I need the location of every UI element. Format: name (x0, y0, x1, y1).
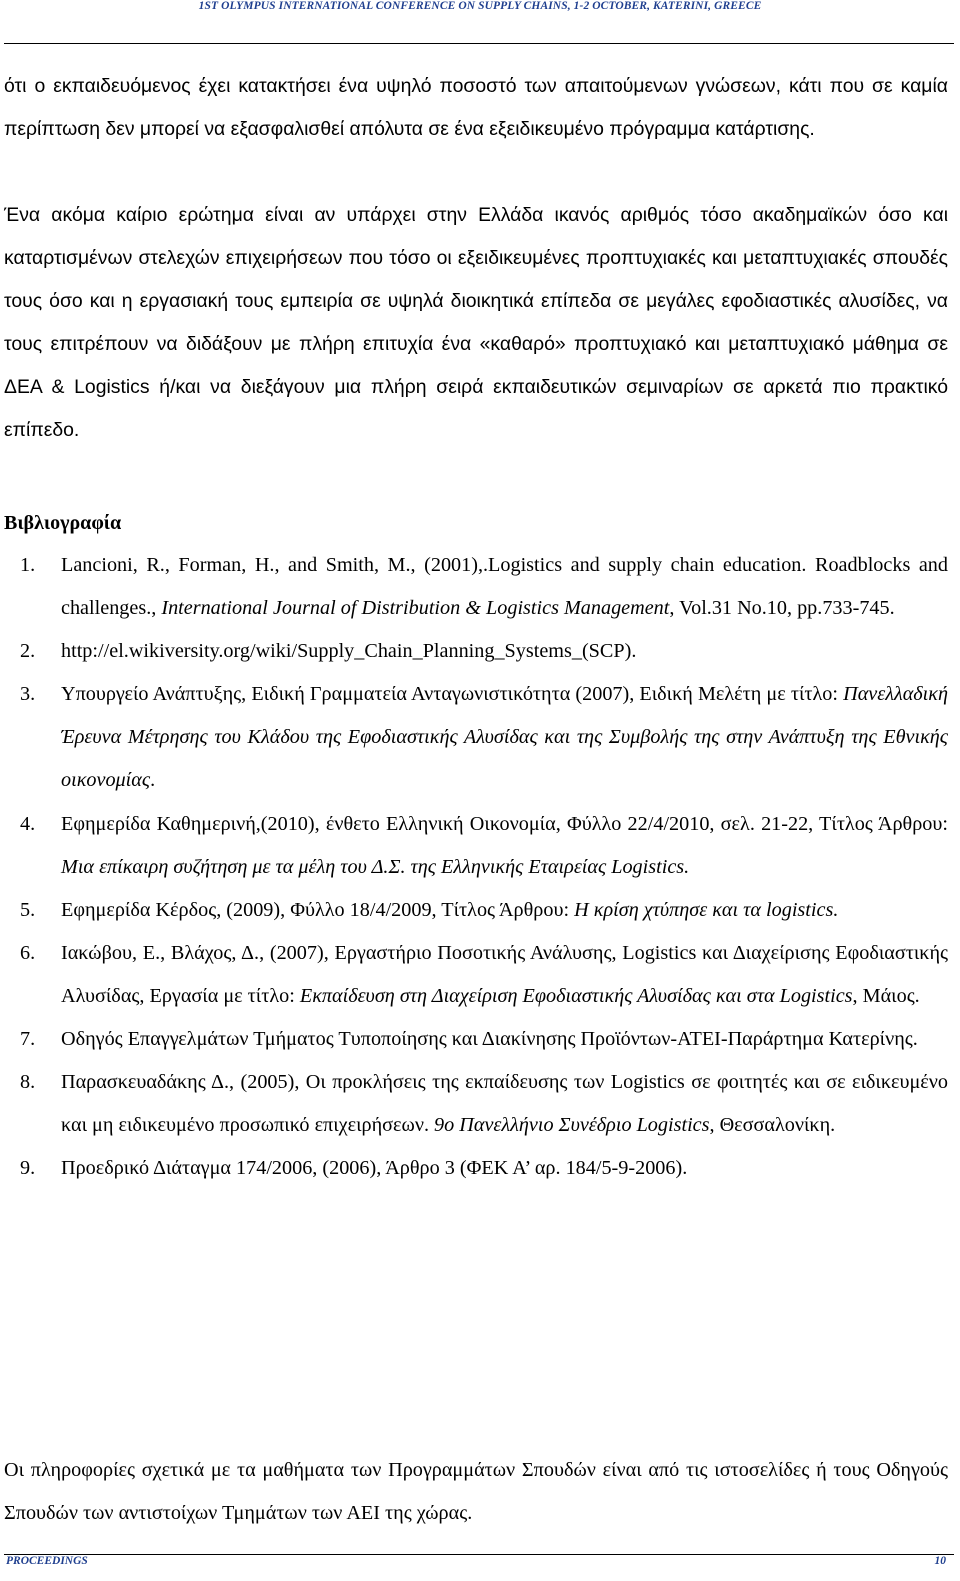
paragraph-1: ότι ο εκπαιδευόμενος έχει κατακτήσει ένα υψηλό ποσοστό των απαιτούμενων γνώσεων, κάτι που σε καμία περίπτωση δεν μπορεί να εξασφαλισθεί απόλυτα σε ένα εξειδικευμένο πρόγραμμα κατάρτισης. (4, 75, 948, 141)
running-header: 1ST OLYMPUS INTERNATIONAL CONFERENCE ON SUPPLY CHAINS, 1-2 OCTOBER, KATERINI, GREECE (198, 0, 762, 12)
reference-number: 9. (20, 1157, 36, 1180)
reference-number: 1. (20, 554, 36, 576)
reference-text: Υπουργείο Ανάπτυξης, Ειδική Γραμματεία Ανταγωνιστικότητα (2007), Ειδική Μελέτη με τίτλο: (61, 683, 844, 706)
reference-italic: International Journal of Distribution & Logistics Management (161, 597, 670, 620)
reference-italic: Πανελλαδική Έρευνα Μέτρησης του Κλάδου της Εφοδιαστικής Αλυσίδας και της Συμβολής της στην Ανάπτυξη της Εθνικής οικονομίας (61, 683, 948, 792)
reference-text: Lancioni, R., Forman, H., and Smith, M., (2001),.Logistics and supply chain education. Roadblocks and challenges., (61, 554, 948, 620)
reference-tail: , Μάιος. (852, 984, 920, 1007)
page-number: 10 (934, 1555, 946, 1567)
reference-tail: , Vol.31 No.10, pp.733-745. (669, 597, 895, 620)
reference-item-2 (4, 630, 948, 673)
bibliography-heading: Βιβλιογραφία (4, 512, 122, 534)
reference-text: Ιακώβου, Ε., Βλάχος, Δ., (2007), Εργαστήριο Ποσοτικής Ανάλυσης, Logistics και Διαχείρισης Εφοδιαστικής Αλυσίδας, Εργασία με τίτλο: (61, 941, 948, 1007)
reference-item-6 (4, 932, 948, 1018)
reference-item-5 (4, 889, 948, 932)
reference-text: Εφημερίδα Κέρδος, (2009), Φύλλο 18/4/2009, Τίτλος Άρθρου: (61, 898, 575, 921)
header-rule (4, 43, 954, 44)
reference-text: Παρασκευαδάκης Δ., (2005), Οι προκλήσεις της εκπαίδευσης των Logistics σε φοιτητές και σε ειδικευμένο και μη ειδικευμένο προσωπικό επιχειρήσεων. (61, 1071, 948, 1137)
reference-italic: Μια επίκαιρη συζήτηση με τα μέλη του Δ.Σ. της Ελληνικής Εταιρείας Logistics. (61, 855, 690, 878)
reference-item-9 (4, 1147, 948, 1190)
reference-number: 5. (20, 898, 36, 921)
reference-item-3 (4, 673, 948, 802)
reference-tail: . (150, 769, 156, 792)
reference-text: http://el.wikiversity.org/wiki/Supply_Chain_Planning_Systems_(SCP). (61, 640, 637, 663)
reference-item-7 (4, 1018, 948, 1061)
reference-number: 4. (20, 812, 36, 835)
reference-number: 3. (20, 683, 36, 706)
reference-text: Εφημερίδα Καθημερινή,(2010), ένθετο Ελληνική Οικονομία, Φύλλο 22/4/2010, σελ. 21-22, Τίτλος Άρθρου: (61, 812, 948, 835)
reference-item-1 (4, 544, 948, 630)
reference-list (4, 544, 948, 1190)
footer-rule (4, 1554, 954, 1555)
reference-italic: 9ο Πανελλήνιο Συνέδριο Logistics (434, 1114, 710, 1137)
reference-tail: , Θεσσαλονίκη. (709, 1114, 836, 1137)
reference-number: 2. (20, 640, 36, 663)
paragraph-2: Ένα ακόμα καίριο ερώτημα είναι αν υπάρχει στην Ελλάδα ικανός αριθμός τόσο ακαδημαϊκών όσο και καταρτισμένων στελεχών επιχειρήσεων που τόσο οι εξειδικευμένες προπτυχιακές και μεταπτυχιακές σπουδές τους όσο και η εργασιακή τους εμπειρία σε υψηλά διοικητικά επίπεδα σε μεγάλες εφοδιαστικές αλυσίδες, να τους επιτρέπουν να διδάξουν με πλήρη επιτυχία ένα «καθαρό» προπτυχιακό και μεταπτυχιακό μάθημα σε ΔΕΑ & Logistics ή/και να διεξάγουν μια πλήρη σειρά εκπαιδευτικών σεμιναρίων σε αρκετά πιο πρακτικό επίπεδο. (4, 204, 948, 442)
closing-paragraph: Οι πληροφορίες σχετικά με τα μαθήματα των Προγραμμάτων Σπουδών είναι από τις ιστοσελίδες ή τους Οδηγούς Σπουδών των αντιστοίχων Τμημάτων των ΑΕΙ της χώρας. (4, 1459, 948, 1525)
reference-text: Οδηγός Επαγγελμάτων Τμήματος Τυποποίησης και Διακίνησης Προϊόντων-ΑΤΕΙ-Παράρτημα Κατερίνης. (61, 1028, 918, 1051)
reference-item-4 (4, 803, 948, 889)
reference-number: 6. (20, 941, 36, 964)
reference-italic: Εκπαίδευση στη Διαχείριση Εφοδιαστικής Αλυσίδας και στα Logistics (299, 984, 853, 1007)
reference-number: 8. (20, 1071, 36, 1094)
reference-number: 7. (20, 1028, 36, 1051)
reference-item-8 (4, 1061, 948, 1147)
reference-italic: Η κρίση χτύπησε και τα logistics. (574, 898, 839, 921)
reference-text: Προεδρικό Διάταγμα 174/2006, (2006), Άρθρο 3 (ΦΕΚ Α’ αρ. 184/5-9-2006). (61, 1157, 688, 1180)
footer-proceedings: PROCEEDINGS (6, 1555, 88, 1567)
